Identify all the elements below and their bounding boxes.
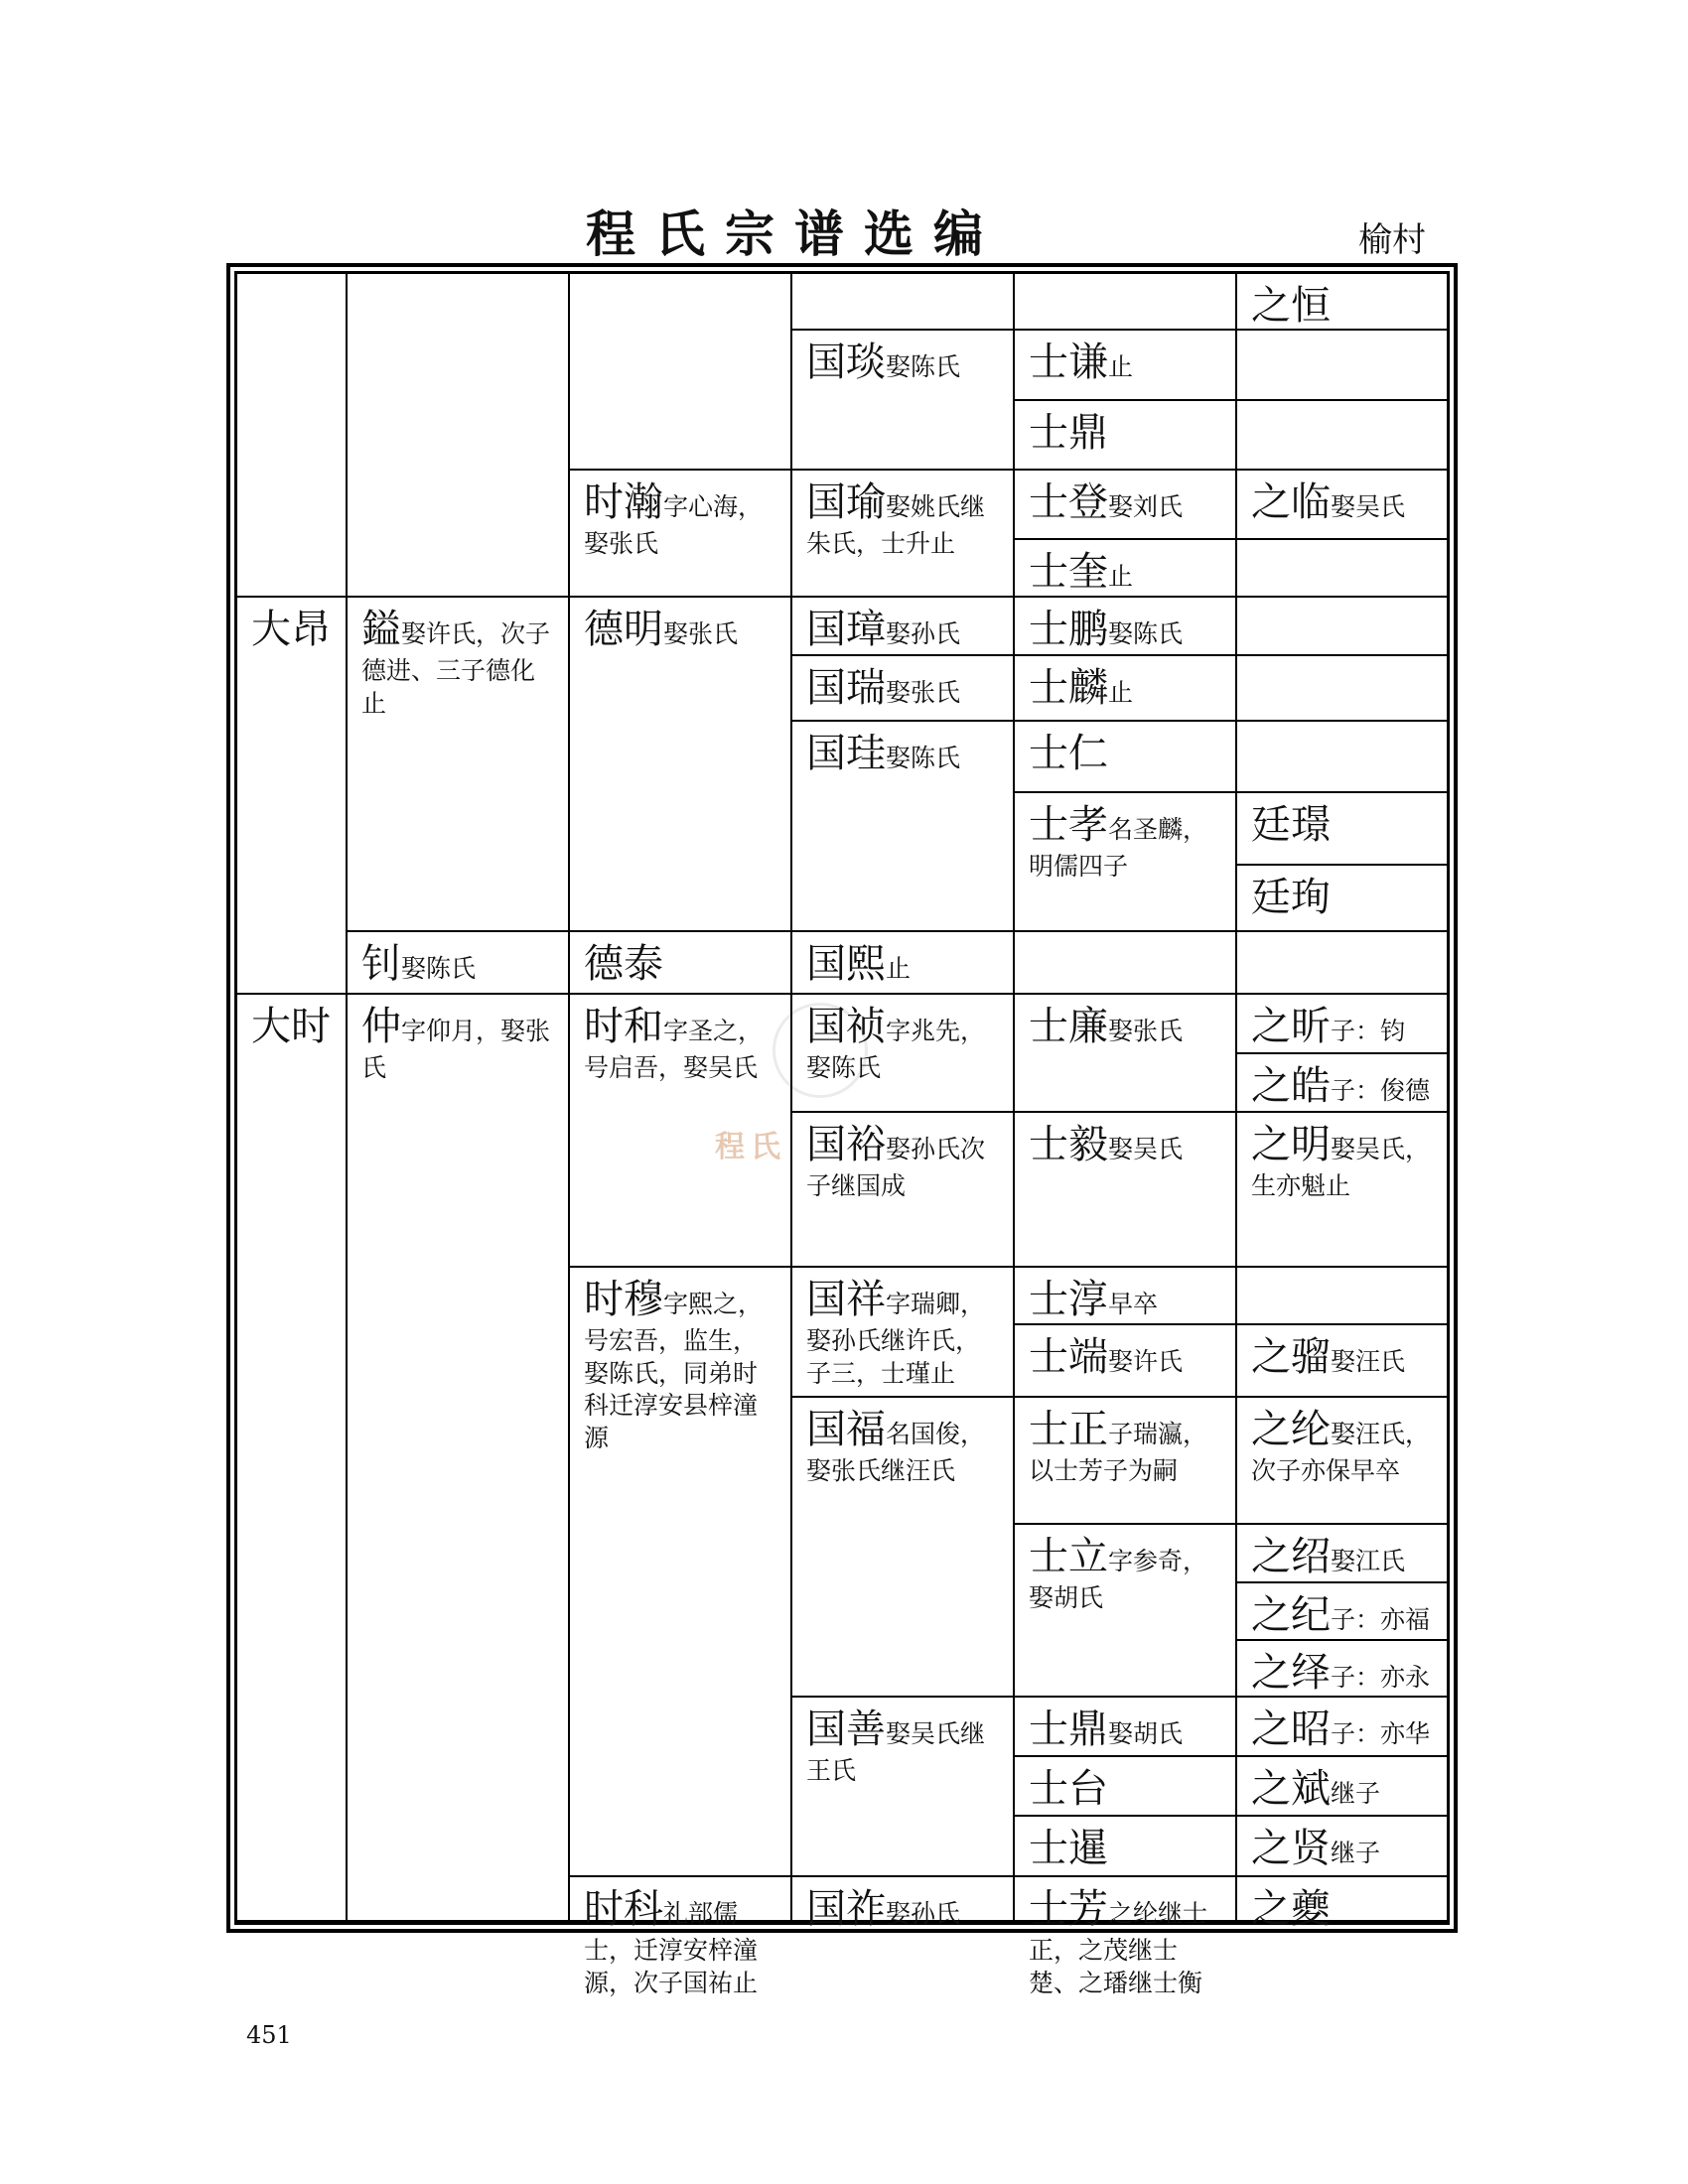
genealogy-cell xyxy=(792,932,1015,995)
genealogy-cell xyxy=(1237,1583,1449,1641)
person-note: 娶吴氏 xyxy=(1331,492,1406,521)
person-name: 士鼎 xyxy=(1029,410,1108,456)
person-name: 大时 xyxy=(251,1004,331,1049)
person-name: 国瑜 xyxy=(806,479,886,525)
genealogy-cell xyxy=(1237,866,1449,932)
empty-cell xyxy=(1237,401,1449,471)
person-name: 之纶 xyxy=(1251,1407,1331,1452)
person-name: 时瀚 xyxy=(584,479,663,525)
person-note: 名国俊，娶张氏继汪氏 xyxy=(806,1420,986,1485)
person-name: 国善 xyxy=(806,1706,886,1752)
person-name: 国祥 xyxy=(806,1277,886,1322)
person-note: 娶刘氏 xyxy=(1108,492,1184,521)
genealogy-cell xyxy=(570,932,792,995)
person-note: 娶汪氏 xyxy=(1331,1347,1406,1376)
empty-cell xyxy=(1237,656,1449,722)
genealogy-cell xyxy=(1237,1054,1449,1113)
person-name: 之明 xyxy=(1251,1122,1331,1167)
person-note: 子：亦永 xyxy=(1331,1663,1431,1692)
person-note: 娶吴氏，生亦魁止 xyxy=(1251,1135,1431,1200)
person-note: 娶陈氏 xyxy=(1108,619,1184,648)
genealogy-cell xyxy=(792,1268,1015,1398)
person-name: 鎰 xyxy=(361,607,401,652)
village-label: 榆村 xyxy=(1358,220,1426,260)
genealogy-cell xyxy=(1015,1817,1237,1877)
person-name: 时穆 xyxy=(584,1277,663,1322)
person-note: 娶姚氏继朱氏，士升止 xyxy=(806,492,986,558)
empty-cell xyxy=(1237,722,1449,793)
person-name: 之夔 xyxy=(1251,1886,1331,1932)
person-name: 之恒 xyxy=(1251,283,1331,329)
person-note: 娶孙氏次子继国成 xyxy=(806,1135,986,1200)
person-name: 士谦 xyxy=(1029,340,1108,385)
genealogy-cell xyxy=(792,1113,1015,1268)
person-note: 早卒 xyxy=(1108,1290,1159,1318)
genealogy-cell xyxy=(570,471,792,598)
person-name: 士暹 xyxy=(1029,1826,1108,1871)
person-note: 娶孙氏 xyxy=(886,619,961,648)
genealogy-cell xyxy=(570,1268,792,1877)
person-name: 之绎 xyxy=(1251,1650,1331,1696)
genealogy-cell xyxy=(1237,471,1449,540)
genealogy-cell xyxy=(1015,401,1237,471)
person-note: 娶陈氏 xyxy=(886,744,961,772)
genealogy-cell xyxy=(1237,1113,1449,1268)
genealogy-cell xyxy=(1015,1877,1237,1997)
person-name: 廷珣 xyxy=(1251,875,1331,920)
genealogy-cell xyxy=(1237,1641,1449,1698)
person-note: 子：钧 xyxy=(1331,1017,1406,1045)
genealogy-cell xyxy=(1015,598,1237,656)
genealogy-cell xyxy=(1015,656,1237,722)
person-note: 子：俊德 xyxy=(1331,1076,1431,1105)
genealogy-cell xyxy=(1237,1817,1449,1877)
person-name: 德泰 xyxy=(584,941,663,987)
person-note: 娶许氏 xyxy=(1108,1347,1184,1376)
genealogy-cell xyxy=(1015,793,1237,932)
person-name: 之皓 xyxy=(1251,1063,1331,1109)
person-note: 娶许氏，次子德进、三子德化止 xyxy=(361,619,551,718)
person-note: 字仰月，娶张氏 xyxy=(361,1017,551,1082)
person-name: 士正 xyxy=(1029,1407,1108,1452)
genealogy-cell xyxy=(792,598,1015,656)
person-note: 字心海，娶张氏 xyxy=(584,492,764,558)
genealogy-cell xyxy=(1015,1398,1237,1525)
genealogy-cell xyxy=(792,1877,1015,1932)
person-name: 之昭 xyxy=(1251,1706,1331,1752)
genealogy-cell xyxy=(1237,1398,1449,1525)
empty-cell xyxy=(1237,932,1449,995)
genealogy-cell xyxy=(792,656,1015,722)
person-note: 娶孙氏 xyxy=(886,1899,961,1928)
person-note: 娶汪氏，次子亦保早卒 xyxy=(1251,1420,1431,1485)
genealogy-cell xyxy=(1015,331,1237,401)
person-name: 士鹏 xyxy=(1029,607,1108,652)
person-note: 止 xyxy=(1108,352,1134,381)
genealogy-cell xyxy=(237,598,348,995)
genealogy-cell xyxy=(1015,1525,1237,1698)
person-name: 士台 xyxy=(1029,1766,1108,1812)
genealogy-cell xyxy=(1015,1113,1237,1268)
person-name: 国熙 xyxy=(806,941,886,987)
person-note: 止 xyxy=(1108,678,1134,707)
person-name: 时科 xyxy=(584,1886,663,1932)
person-note: 娶陈氏 xyxy=(401,954,477,983)
person-name: 国琰 xyxy=(806,340,886,385)
person-note: 继子 xyxy=(1331,1779,1381,1808)
person-name: 士端 xyxy=(1029,1334,1108,1380)
genealogy-cell xyxy=(1015,540,1237,598)
person-note: 止 xyxy=(1108,562,1134,591)
person-name: 士毅 xyxy=(1029,1122,1108,1167)
person-name: 钊 xyxy=(361,941,401,987)
person-note: 子瑞瀛，以士芳子为嗣 xyxy=(1029,1420,1208,1485)
genealogy-cell xyxy=(792,722,1015,932)
person-note: 娶陈氏 xyxy=(886,352,961,381)
person-note: 娶胡氏 xyxy=(1108,1719,1184,1748)
person-name: 之纪 xyxy=(1251,1592,1331,1638)
person-name: 士登 xyxy=(1029,479,1108,525)
genealogy-cell xyxy=(570,598,792,932)
person-note: 子：亦福 xyxy=(1331,1605,1431,1634)
genealogy-cell xyxy=(1015,995,1237,1113)
page-title: 程氏宗谱选编 xyxy=(586,205,1003,263)
genealogy-cell xyxy=(1237,1877,1449,1932)
person-note: 礼部儒士，迁淳安梓潼源，次子国祐止 xyxy=(584,1899,759,1997)
person-note: 娶江氏 xyxy=(1331,1547,1406,1575)
person-name: 国祚 xyxy=(806,1886,886,1932)
genealogy-cell xyxy=(1015,471,1237,540)
empty-cell xyxy=(1015,274,1237,331)
genealogy-cell xyxy=(1237,793,1449,866)
person-note: 娶吴氏继王氏 xyxy=(806,1719,986,1785)
person-name: 国珪 xyxy=(806,731,886,776)
person-name: 国瑞 xyxy=(806,665,886,711)
person-name: 士淳 xyxy=(1029,1277,1108,1322)
person-name: 时和 xyxy=(584,1004,663,1049)
genealogy-cell xyxy=(570,995,792,1268)
person-name: 士廉 xyxy=(1029,1004,1108,1049)
person-note: 字熙之，号宏吾，监生，娶陈氏，同弟时科迁淳安县梓潼源 xyxy=(584,1290,764,1452)
genealogy-cell xyxy=(792,1398,1015,1698)
empty-cell xyxy=(348,274,570,598)
person-name: 廷璟 xyxy=(1251,802,1331,848)
person-note: 字瑞卿，娶孙氏继许氏，子三，士瑾止 xyxy=(806,1290,986,1388)
person-name: 士孝 xyxy=(1029,802,1108,848)
person-name: 德明 xyxy=(584,607,663,652)
page-number: 451 xyxy=(246,2021,292,2049)
genealogy-cell xyxy=(1237,1757,1449,1817)
person-name: 之昕 xyxy=(1251,1004,1331,1049)
person-note: 止 xyxy=(886,954,912,983)
person-note: 娶吴氏 xyxy=(1108,1135,1184,1163)
genealogy-cell xyxy=(348,932,570,995)
person-name: 士奎 xyxy=(1029,549,1108,595)
person-name: 之贤 xyxy=(1251,1826,1331,1871)
genealogy-cell xyxy=(1237,1525,1449,1583)
person-note: 娶张氏 xyxy=(886,678,961,707)
empty-cell xyxy=(237,274,348,598)
empty-cell xyxy=(1237,331,1449,401)
person-note: 子：亦华 xyxy=(1331,1719,1431,1748)
empty-cell xyxy=(1237,598,1449,656)
person-name: 士立 xyxy=(1029,1534,1108,1579)
empty-cell xyxy=(792,274,1015,331)
person-note: 名圣麟，明儒四子 xyxy=(1029,815,1208,881)
person-note: 字参奇，娶胡氏 xyxy=(1029,1547,1208,1612)
genealogy-cell xyxy=(792,471,1015,598)
person-name: 士芳 xyxy=(1029,1886,1108,1932)
genealogy-cell xyxy=(570,1877,792,1997)
person-name: 国祯 xyxy=(806,1004,886,1049)
person-note: 字兆先，娶陈氏 xyxy=(806,1017,986,1082)
genealogy-cell xyxy=(1237,274,1449,331)
person-note: 娶张氏 xyxy=(1108,1017,1184,1045)
seal-text: 程氏 xyxy=(715,1130,786,1164)
genealogy-cell xyxy=(1237,1325,1449,1398)
genealogy-cell xyxy=(792,1698,1015,1877)
genealogy-cell xyxy=(1237,995,1449,1054)
person-name: 之斌 xyxy=(1251,1766,1331,1812)
genealogy-cell xyxy=(1015,1325,1237,1398)
person-note: 字圣之，号启吾，娶吴氏 xyxy=(584,1017,764,1082)
person-name: 之绍 xyxy=(1251,1534,1331,1579)
genealogy-cell xyxy=(1015,1698,1237,1757)
person-name: 士麟 xyxy=(1029,665,1108,711)
genealogy-cell xyxy=(792,995,1015,1113)
empty-cell xyxy=(1237,1268,1449,1325)
empty-cell xyxy=(1237,540,1449,598)
person-name: 国福 xyxy=(806,1407,886,1452)
genealogy-cell xyxy=(348,598,570,932)
genealogy-cell xyxy=(1015,1757,1237,1817)
genealogy-cell xyxy=(792,331,1015,471)
genealogy-cell xyxy=(1015,1268,1237,1325)
empty-cell xyxy=(1015,932,1237,995)
person-note: 之纶继士正，之茂继士楚、之璠继士衡 xyxy=(1029,1899,1208,1997)
person-name: 国裕 xyxy=(806,1122,886,1167)
empty-cell xyxy=(570,274,792,471)
genealogy-cell xyxy=(348,995,570,1922)
person-name: 国璋 xyxy=(806,607,886,652)
person-name: 之骝 xyxy=(1251,1334,1331,1380)
person-name: 大昂 xyxy=(251,607,331,652)
person-name: 士仁 xyxy=(1029,731,1108,776)
person-name: 仲 xyxy=(361,1004,401,1049)
genealogy-cell xyxy=(237,995,348,1922)
genealogy-cell xyxy=(1237,1698,1449,1757)
person-name: 之临 xyxy=(1251,479,1331,525)
genealogy-cell xyxy=(1015,722,1237,793)
person-note: 娶张氏 xyxy=(663,619,739,648)
person-note: 继子 xyxy=(1331,1839,1381,1867)
person-name: 士鼎 xyxy=(1029,1706,1108,1752)
